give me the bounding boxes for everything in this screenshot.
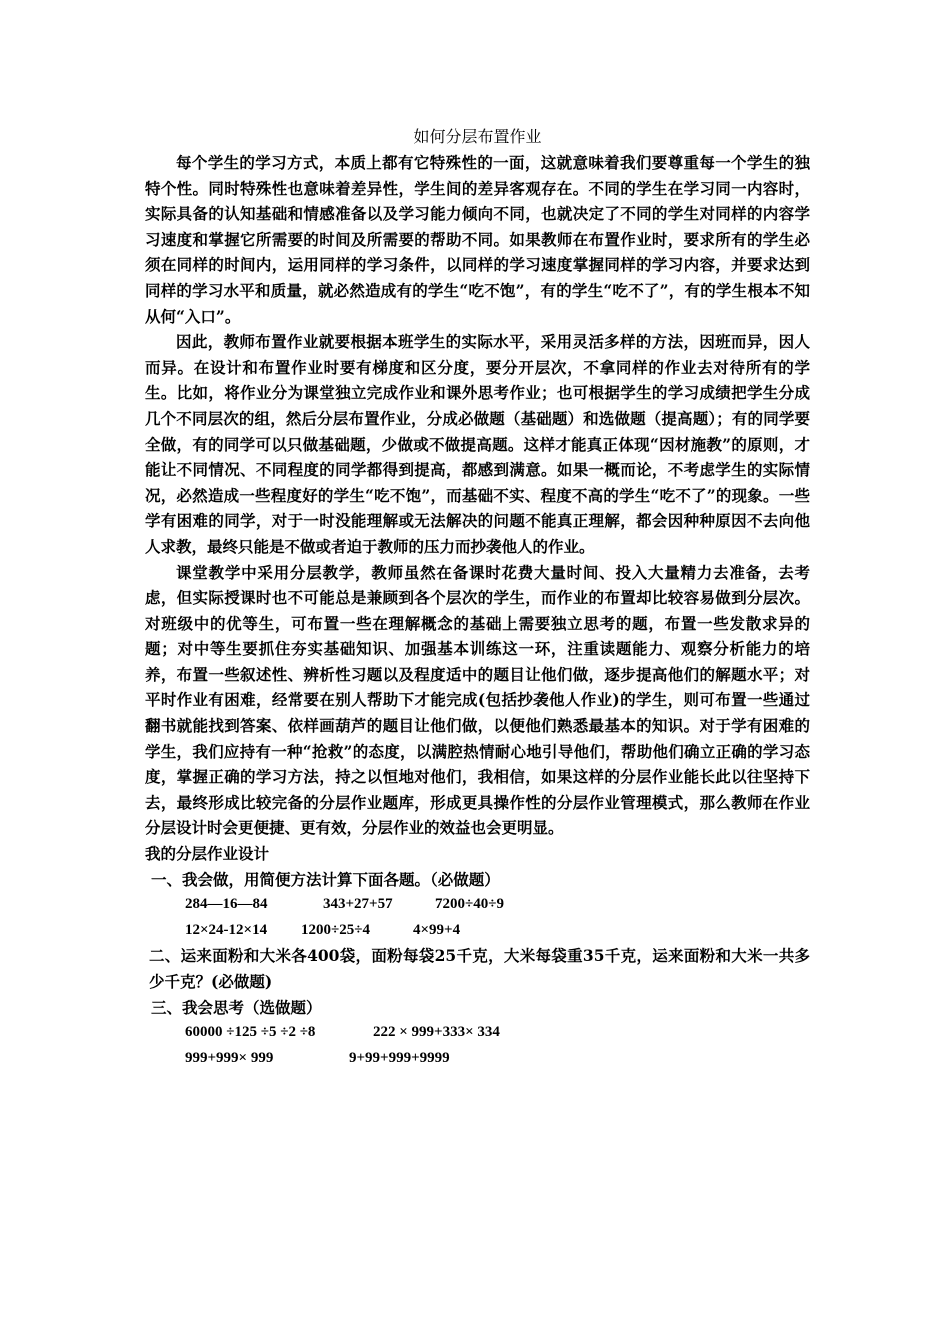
question-1-row-2 bbox=[145, 918, 810, 944]
expression: 4×99+4 bbox=[413, 921, 461, 938]
design-heading: 我的分层作业设计 bbox=[145, 844, 270, 864]
expression: 7200÷40÷9 bbox=[435, 896, 504, 913]
question-1-title: 一、我会做，用简便方法计算下面各题。（必做题） bbox=[151, 869, 500, 889]
question-2-title: 二、运来面粉和大米各400袋，面粉每袋25千克，大米每袋重35千克，运来面粉和大米一共多少千克？(必做题) bbox=[149, 946, 810, 991]
question-3-title: 三、我会思考（选做题） bbox=[151, 997, 322, 1017]
question-3-row-2 bbox=[145, 1046, 810, 1072]
expression: 343+27+57 bbox=[323, 896, 393, 913]
expression: 1200÷25÷4 bbox=[301, 921, 370, 938]
expression: 60000 ÷125 ÷5 ÷2 ÷8 bbox=[185, 1024, 316, 1041]
expression: 9+99+999+9999 bbox=[349, 1049, 450, 1066]
document-title: 如何分层布置作业 bbox=[413, 127, 542, 146]
question-3-row-1 bbox=[145, 1020, 810, 1046]
expression: 222 × 999+333× 334 bbox=[373, 1024, 500, 1041]
document-page bbox=[145, 124, 810, 1071]
expression: 284—16—84 bbox=[185, 896, 268, 913]
paragraph-2: 因此，教师布置作业就要根据本班学生的实际水平，采用灵活多样的方法，因班而异，因人而异。在设计和布置作业时要有梯度和区分度，要分开层次，不拿同样的作业去对待所有的学生。比如，将作业分为课堂独立完成作业和课外思考作业；也可根据学生的学习成绩把学生分成几个不同层次的组，然后分层布置作业，分成必做题（基础题）和选做题（提高题）；有的同学要全做，有的同学可以只做基础题，少做或不做提高题。这样才能真正体现“因材施教”的原则，才能让不同情况、不同程度的同学都得到提高，都感到满意。如果一概而论，不考虑学生的实际情况，必然造成一些程度好的学生“吃不饱”，而基础不实、程度不高的学生“吃不了”的现象。一些学有困难的同学，对于一时没能理解或无法解决的问题不能真正理解，都会因种种原因不去向他人求教，最终只能是不做或者迫于教师的压力而抄袭他人的作业。 bbox=[145, 332, 810, 556]
expression: 12×24-12×14 bbox=[185, 921, 268, 938]
expression: 999+999× 999 bbox=[185, 1049, 274, 1066]
paragraph-1: 每个学生的学习方式，本质上都有它特殊性的一面，这就意味着我们要尊重每一个学生的独特个性。同时特殊性也意味着差异性，学生间的差异客观存在。不同的学生在学习同一内容时，实际具备的认知基础和情感准备以及学习能力倾向不同，也就决定了不同的学生对同样的内容学习速度和掌握它所需要的时间及所需要的帮助不同。如果教师在布置作业时，要求所有的学生必须在同样的时间内，运用同样的学习条件，以同样的学习速度掌握同样的学习内容，并要求达到同样的学习水平和质量，就必然造成有的学生“吃不饱”，有的学生“吃不了”，有的学生根本不知从何“入口”。 bbox=[145, 153, 810, 326]
paragraph-3: 课堂教学中采用分层教学，教师虽然在备课时花费大量时间、投入大量精力去准备，去考虑，但实际授课时也不可能总是兼顾到各个层次的学生，而作业的布置却比较容易做到分层次。对班级中的优等生，可布置一些在理解概念的基础上需要独立思考的题，布置一些发散求异的题；对中等生要抓住夯实基础知识、加强基本训练这一环，注重读题能力、观察分析能力的培养，布置一些叙述性、辨析性习题以及程度适中的题目让他们做，逐步提高他们的解题水平；对平时作业有困难，经常要在别人帮助下才能完成(包括抄袭他人作业)的学生，则可布置一些通过翻书就能找到答案、依样画葫芦的题目让他们做，以便他们熟悉最基本的知识。对于学有困难的学生，我们应持有一种“抢救”的态度，以满腔热情耐心地引导他们，帮助他们确立正确的学习态度，掌握正确的学习方法，持之以恒地对他们，我相信，如果这样的分层作业能长此以往坚持下去，最终形成比较完备的分层作业题库，形成更具操作性的分层作业管理模式，那么教师在作业分层设计时会更便捷、更有效，分层作业的效益也会更明显。 bbox=[145, 562, 810, 838]
question-1-row-1 bbox=[145, 892, 810, 918]
